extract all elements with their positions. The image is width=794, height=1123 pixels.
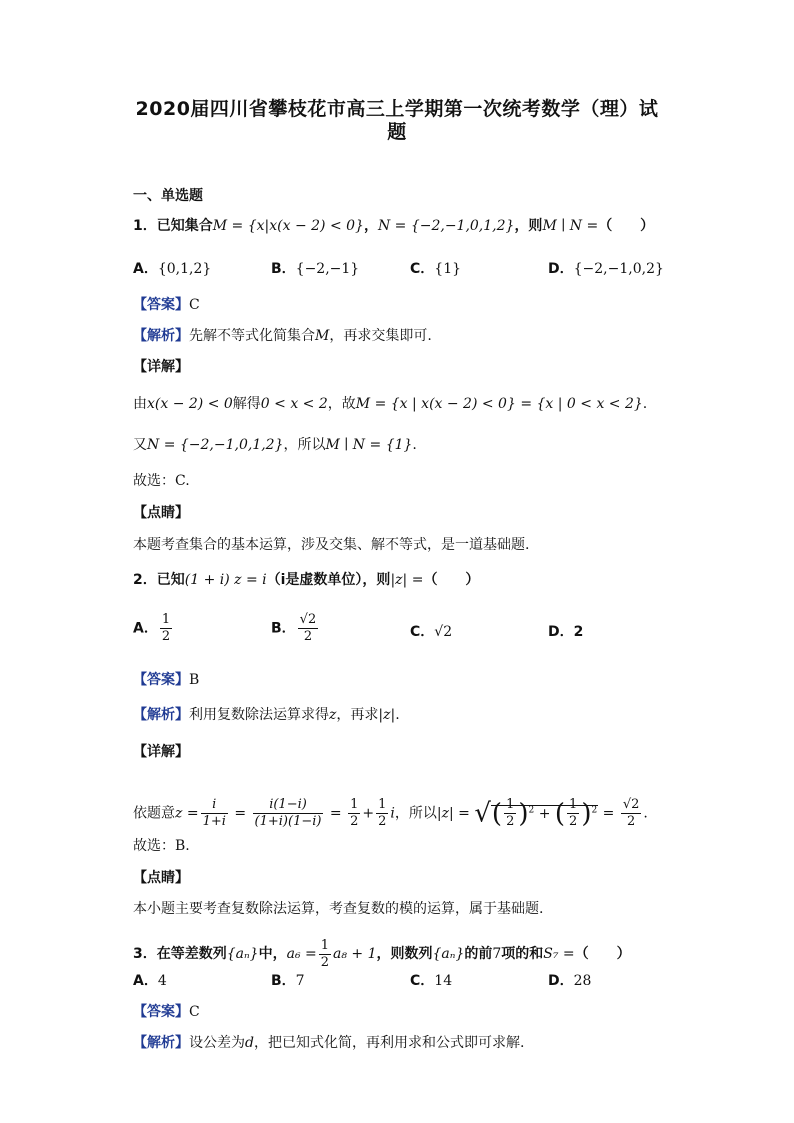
question-3-stem	[133, 936, 631, 972]
math-expr: x(x − 2) < 0	[147, 396, 233, 412]
question-number: 1．	[133, 218, 157, 234]
answer-tag: 【答案】	[133, 672, 189, 688]
question-1-stem	[133, 216, 654, 236]
comment-tag: 【点睛】	[133, 870, 189, 886]
conclusion: 故选：C.	[133, 473, 190, 489]
question-text: 已知	[156, 572, 185, 588]
denominator: 2	[161, 629, 171, 644]
analysis-text: ，再求	[336, 707, 379, 723]
option-a	[133, 259, 211, 279]
math-expr: M ∣ N = {1}	[325, 437, 413, 453]
option-label: B．	[271, 973, 296, 989]
detail-heading	[133, 742, 189, 762]
detail-line-2	[133, 435, 417, 455]
math-expr: a₆ =	[286, 946, 317, 962]
math-expr: |z| =	[390, 572, 424, 588]
option-label: D．	[548, 973, 574, 989]
analysis-tag: 【解析】	[133, 707, 189, 723]
option-b	[271, 971, 305, 991]
option-text: √2	[434, 624, 453, 640]
option-label: C．	[410, 261, 435, 277]
option-label: B．	[271, 261, 296, 277]
numerator: i(1−i)	[253, 797, 324, 814]
option-text: {−2,−1}	[295, 261, 360, 277]
question-2-stem	[133, 570, 479, 590]
fraction	[376, 797, 388, 830]
math-expr: (1 + i) z = i	[184, 572, 267, 588]
comment-text: 本题考查集合的基本运算，涉及交集、解不等式，是一道基础题.	[133, 537, 530, 553]
math-symbol: |z|	[378, 707, 396, 723]
answer-line	[133, 295, 200, 315]
option-text: 28	[573, 973, 592, 989]
numerator: √2	[622, 797, 640, 813]
option-text: {−2,−1,0,2}	[573, 261, 664, 277]
detail-tag: 【详解】	[133, 744, 189, 760]
option-label: D．	[548, 624, 574, 640]
option-d	[548, 259, 664, 279]
detail-line-q2: 依题意z = $\frac{i}{1+i}$ = $\frac{i(1-i)}{(1+i)(1-i)}$ = $\frac{1}{2}$ + $\frac{1}{2}$ i，所以|z| = √( $\frac{1}{2}$ )$^2$ + ( $\frac{1}{2}$ )$^2$ = $\frac{√2}{2}$ .	[133, 790, 648, 834]
analysis-line	[133, 1033, 524, 1053]
numerator: 1	[161, 612, 171, 627]
option-text: 14	[434, 973, 453, 989]
answer-paren: （ ）	[598, 218, 655, 234]
answer-paren: （ ）	[574, 946, 631, 962]
denominator: 2	[378, 814, 387, 830]
option-c	[410, 971, 452, 991]
fraction	[160, 612, 172, 645]
detail-text: 由	[133, 396, 147, 412]
question-text: 项的和	[501, 946, 544, 962]
fraction	[319, 938, 331, 971]
denominator: (1+i)(1−i)	[254, 814, 322, 830]
answer-line	[133, 670, 199, 690]
detail-text: 解得	[232, 396, 261, 412]
answer-tag: 【答案】	[133, 1004, 189, 1020]
option-c	[410, 259, 461, 279]
analysis-tag: 【解析】	[133, 328, 189, 344]
analysis-line	[133, 326, 432, 346]
option-a	[133, 612, 174, 645]
detail-text: ，所以	[394, 805, 437, 822]
math-expr: |z| =	[436, 805, 470, 822]
math-expr: 0 < x < 2	[260, 396, 328, 412]
math-symbol: z	[329, 707, 337, 723]
analysis-text: ，把已知式化简，再利用求和公式即可求解.	[253, 1035, 525, 1051]
option-label: B．	[271, 620, 296, 637]
fraction	[201, 797, 228, 830]
option-text: {1}	[434, 261, 462, 277]
option-label: A．	[133, 261, 158, 277]
option-c	[410, 622, 452, 642]
detail-text: ，所以	[283, 437, 326, 453]
option-d	[548, 622, 583, 642]
comment-heading	[133, 868, 189, 888]
numerator: 1	[350, 797, 359, 813]
numerator: 1	[320, 937, 330, 953]
analysis-text: 利用复数除法运算求得	[189, 707, 329, 723]
question-text: （i是虚数单位），则	[266, 572, 391, 588]
plus-sign: +	[362, 805, 375, 822]
analysis-text: 先解不等式化简集合	[189, 328, 315, 344]
fraction	[253, 797, 324, 830]
question-text: ，则	[514, 218, 543, 234]
detail-tag: 【详解】	[133, 359, 189, 375]
question-text: 在等差数列	[156, 946, 227, 962]
math-expr: N = {−2,−1,0,1,2}	[147, 437, 284, 453]
answer-value: C	[189, 1004, 200, 1020]
analysis-text: 设公差为	[189, 1035, 245, 1051]
option-b	[271, 612, 320, 645]
analysis-tag: 【解析】	[133, 1035, 189, 1051]
numerator: 1	[378, 797, 387, 813]
page-title-continued: 题	[387, 121, 407, 143]
fraction	[348, 797, 360, 830]
denominator: 1+i	[202, 814, 226, 830]
denominator: 2	[350, 814, 359, 830]
answer-tag: 【答案】	[133, 297, 189, 313]
intersection-expr: M ∣ N =	[542, 218, 599, 234]
page-title: 2020届四川省攀枝花市高三上学期第一次统考数学（理）试	[135, 98, 659, 120]
comment-tag: 【点睛】	[133, 505, 189, 521]
math-expr: a₈ + 1	[333, 946, 377, 962]
fraction	[298, 612, 319, 645]
option-text: {0,1,2}	[157, 261, 212, 277]
detail-text: ，故	[327, 396, 356, 412]
option-b	[271, 259, 359, 279]
question-text: ，则数列	[376, 946, 433, 962]
detail-line-1	[133, 394, 647, 414]
numerator: i	[201, 797, 228, 814]
option-label: A．	[133, 620, 158, 637]
math-symbol: M	[315, 328, 330, 344]
math-number: 7	[492, 946, 502, 962]
option-label: C．	[410, 973, 435, 989]
answer-paren: （ ）	[423, 572, 480, 588]
math-symbol: d	[245, 1035, 254, 1051]
section-heading: 一、单选题	[133, 188, 203, 204]
option-label: D．	[548, 261, 574, 277]
math-expr: M = {x | x(x − 2) < 0} = {x | 0 < x < 2}	[355, 396, 643, 412]
question-number: 3．	[133, 946, 157, 962]
detail-text: .	[642, 396, 648, 412]
imaginary-unit: i	[390, 805, 395, 822]
comment-text: 本小题主要考查复数除法运算，考查复数的模的运算，属于基础题.	[133, 901, 544, 917]
analysis-text: .	[395, 707, 400, 723]
answer-value: C	[189, 297, 200, 313]
square-root: √( $\frac{1}{2}$ )$^2$ + ( $\frac{1}{2}$ )$^2$	[474, 797, 598, 830]
set-m: M = {x|x(x − 2) < 0}	[212, 218, 364, 234]
detail-text: 又	[133, 437, 147, 453]
denominator: 2	[303, 629, 313, 644]
math-expr: {aₙ}	[432, 946, 465, 962]
math-expr: {aₙ}	[226, 946, 259, 962]
detail-text: 依题意	[133, 805, 175, 822]
math-expr: S₇ =	[543, 946, 575, 962]
option-a	[133, 971, 167, 991]
option-text: 7	[295, 973, 305, 989]
punctuation: ，	[363, 218, 378, 234]
question-text: 的前	[464, 946, 493, 962]
numerator: √2	[299, 612, 317, 627]
set-n: N = {−2,−1,0,1,2}	[377, 218, 515, 234]
math-expr: z =	[175, 805, 199, 822]
answer-line	[133, 1002, 200, 1022]
comment-heading	[133, 503, 189, 523]
option-text: 4	[157, 973, 167, 989]
option-text: 2	[573, 624, 584, 640]
fraction	[621, 797, 642, 830]
answer-value: B	[189, 672, 200, 688]
detail-text: .	[412, 437, 417, 453]
option-d	[548, 971, 591, 991]
option-label: A．	[133, 973, 158, 989]
conclusion: 故选：B.	[133, 838, 190, 854]
detail-heading	[133, 357, 189, 377]
analysis-text: ，再求交集即可.	[329, 328, 432, 344]
option-label: C．	[410, 624, 435, 640]
question-text: 中，	[258, 946, 287, 962]
denominator: 2	[320, 954, 330, 970]
question-number: 2．	[133, 572, 157, 588]
question-text: 已知集合	[156, 218, 213, 234]
analysis-line	[133, 705, 400, 725]
denominator: 2	[627, 814, 636, 830]
